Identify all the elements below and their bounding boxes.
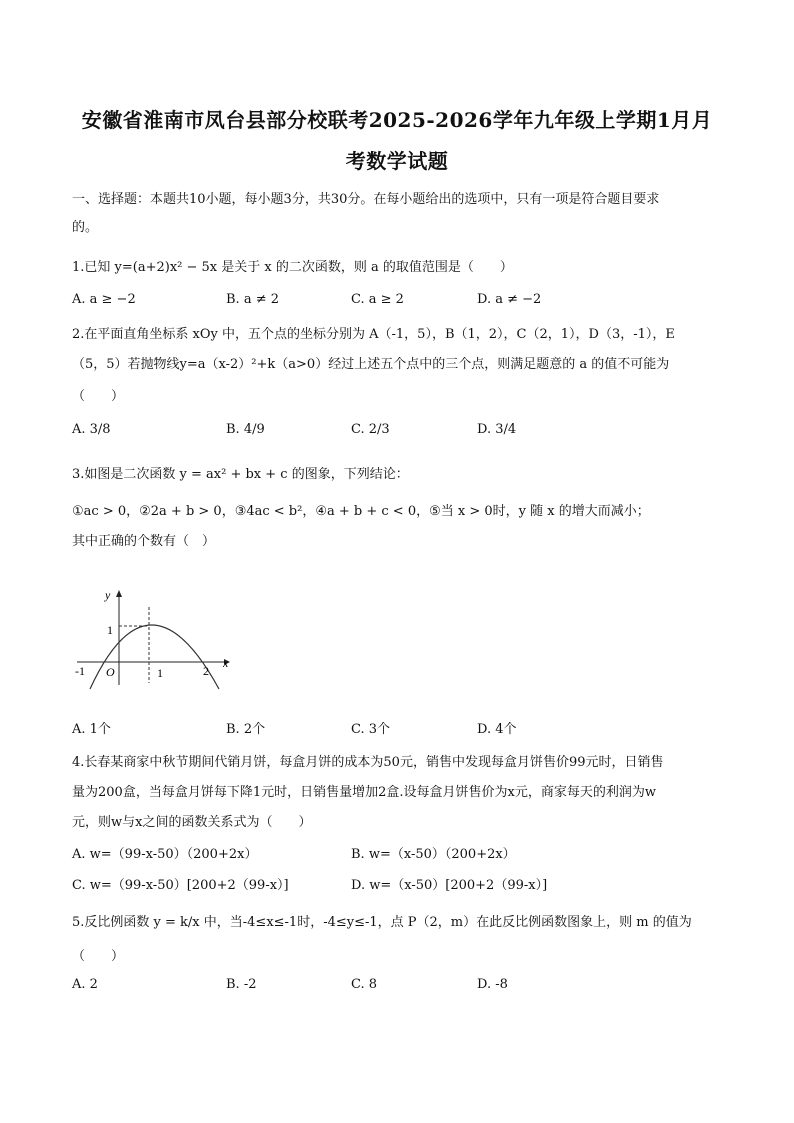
q2-line2: （5，5）若抛物线y=a（x-2）²+k（a>0）经过上述五个点中的三个点，则满足题意的 a 的值不可能为: [72, 357, 670, 372]
q3-line1: 3.如图是二次函数 y = ax² + bx + c 的图象，下列结论：: [72, 467, 409, 482]
x-axis-label: x: [223, 656, 229, 670]
section-instructions-line1: 一、选择题：本题共10小题，每小题3分，共30分。在每小题给出的选项中，只有一项是符合题目要求: [72, 192, 660, 207]
q4-option-b: B. w=（x-50）（200+2x）: [351, 847, 516, 862]
q5-line1: 5.反比例函数 y = k/x 中，当-4≤x≤-1时，-4≤y≤-1，点 P（2，m）在此反比例函数图象上，则 m 的值为: [72, 915, 692, 930]
q1-option-b: B. a ≠ 2: [226, 292, 279, 307]
y-axis-label: y: [105, 588, 111, 602]
section-instructions-line2: 的。: [72, 220, 99, 235]
q2-option-d: D. 3/4: [477, 422, 517, 437]
q2-line1: 2.在平面直角坐标系 xOy 中，五个点的坐标分别为 A（-1，5），B（1，2），C（2，1），D（3，-1），E: [72, 327, 675, 342]
exam-title-line2: 考数学试题: [345, 149, 449, 173]
q3-line2: ①ac > 0，②2a + b > 0，③4ac < b²，④a + b + c < 0，⑤当 x > 0时，y 随 x 的增大而减小；: [72, 504, 650, 519]
origin-label: O: [106, 665, 115, 679]
q2-option-c: C. 2/3: [351, 422, 390, 437]
q3-option-a: A. 1个: [72, 722, 111, 737]
q4-line2: 量为200盒，当每盒月饼每下降1元时，日销售量增加2盒.设每盒月饼售价为x元，商家每天的利润为w: [72, 785, 656, 800]
q5-option-d: D. -8: [477, 977, 508, 992]
x-tick-1: 1: [157, 666, 163, 680]
q5-option-b: B. -2: [226, 977, 257, 992]
y-axis-arrow-icon: [116, 590, 122, 597]
parabola-graph: [72, 585, 237, 690]
exam-title-line1: 安徽省淮南市凤台县部分校联考2025-2026学年九年级上学期1月月: [81, 108, 713, 132]
x-tick-neg1: -1: [75, 664, 85, 678]
q4-line3: 元，则w与x之间的函数关系式为（ ）: [72, 815, 312, 830]
x-tick-2: 2: [203, 664, 209, 678]
q2-line3: （ ）: [72, 389, 125, 404]
q3-option-d: D. 4个: [477, 722, 517, 737]
q5-option-a: A. 2: [72, 977, 98, 992]
q3-option-c: C. 3个: [351, 722, 391, 737]
q5-option-c: C. 8: [351, 977, 378, 992]
q1-option-a: A. a ≥ −2: [72, 292, 136, 307]
q4-option-d: D. w=（x-50）[200+2（99-x）]: [351, 878, 548, 893]
q3-line3: 其中正确的个数有（ ）: [72, 534, 216, 549]
q4-line1: 4.长春某商家中秋节期间代销月饼，每盒月饼的成本为50元，销售中发现每盒月饼售价99元时，日销售: [72, 755, 664, 770]
q2-option-b: B. 4/9: [226, 422, 265, 437]
q1-stem: 1.已知 y=(a+2)x² − 5x 是关于 x 的二次函数，则 a 的取值范围是（ ）: [72, 260, 513, 275]
q1-option-c: C. a ≥ 2: [351, 292, 404, 307]
q3-option-b: B. 2个: [226, 722, 266, 737]
q4-option-c: C. w=（99-x-50）[200+2（99-x）]: [72, 878, 289, 893]
q2-option-a: A. 3/8: [72, 422, 111, 437]
q4-option-a: A. w=（99-x-50）（200+2x）: [72, 847, 258, 862]
y-tick-1: 1: [107, 623, 113, 637]
q1-option-d: D. a ≠ −2: [477, 292, 542, 307]
q5-line2: （ ）: [72, 949, 125, 964]
